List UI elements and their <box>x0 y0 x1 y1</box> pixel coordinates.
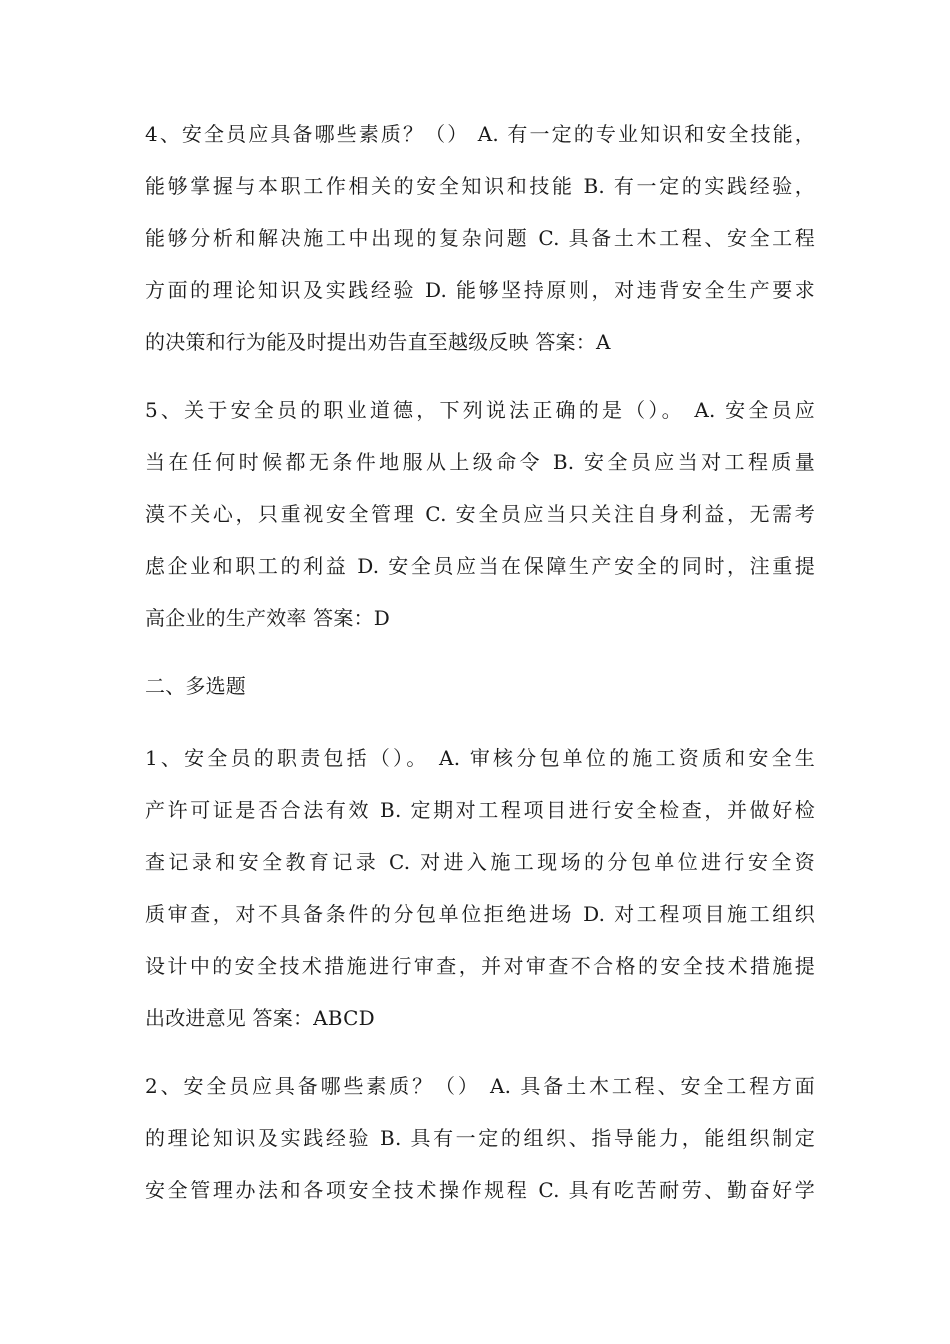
text-line: 能够掌握与本职工作相关的安全知识和技能 B. 有一定的实践经验， <box>145 174 815 198</box>
text-line: 出改进意见 答案：ABCD <box>145 1006 375 1030</box>
text-line: 质审查，对不具备条件的分包单位拒绝进场 D. 对工程项目施工组织 <box>145 902 815 926</box>
text-line: 高企业的生产效率 答案：D <box>145 606 390 630</box>
text-line: 当在任何时候都无条件地服从上级命令 B. 安全员应当对工程质量 <box>145 450 815 474</box>
text-line: 5、关于安全员的职业道德，下列说法正确的是（）。 A. 安全员应 <box>145 398 815 422</box>
text-line: 能够分析和解决施工中出现的复杂问题 C. 具备土木工程、安全工程 <box>145 226 815 250</box>
text-line: 4、安全员应具备哪些素质？（） A. 有一定的专业知识和安全技能， <box>145 122 815 146</box>
text-line: 查记录和安全教育记录 C. 对进入施工现场的分包单位进行安全资 <box>145 850 815 874</box>
text-line: 虑企业和职工的利益 D. 安全员应当在保障生产安全的同时，注重提 <box>145 554 815 578</box>
text-line: 漠不关心，只重视安全管理 C. 安全员应当只关注自身利益，无需考 <box>145 502 815 526</box>
text-line: 安全管理办法和各项安全技术操作规程 C. 具有吃苦耐劳、勤奋好学 <box>145 1178 815 1202</box>
text-line: 的理论知识及实践经验 B. 具有一定的组织、指导能力，能组织制定 <box>145 1126 815 1150</box>
section-title: 二、多选题 <box>145 674 246 698</box>
text-line: 方面的理论知识及实践经验 D. 能够坚持原则，对违背安全生产要求 <box>145 278 815 302</box>
text-line: 的决策和行为能及时提出劝告直至越级反映 答案：A <box>145 330 611 354</box>
text-line: 设计中的安全技术措施进行审查，并对审查不合格的安全技术措施提 <box>145 954 815 978</box>
text-line: 1、安全员的职责包括（）。 A. 审核分包单位的施工资质和安全生 <box>145 746 815 770</box>
text-line: 产许可证是否合法有效 B. 定期对工程项目进行安全检查，并做好检 <box>145 798 815 822</box>
text-line: 2、安全员应具备哪些素质？（） A. 具备土木工程、安全工程方面 <box>145 1074 815 1098</box>
